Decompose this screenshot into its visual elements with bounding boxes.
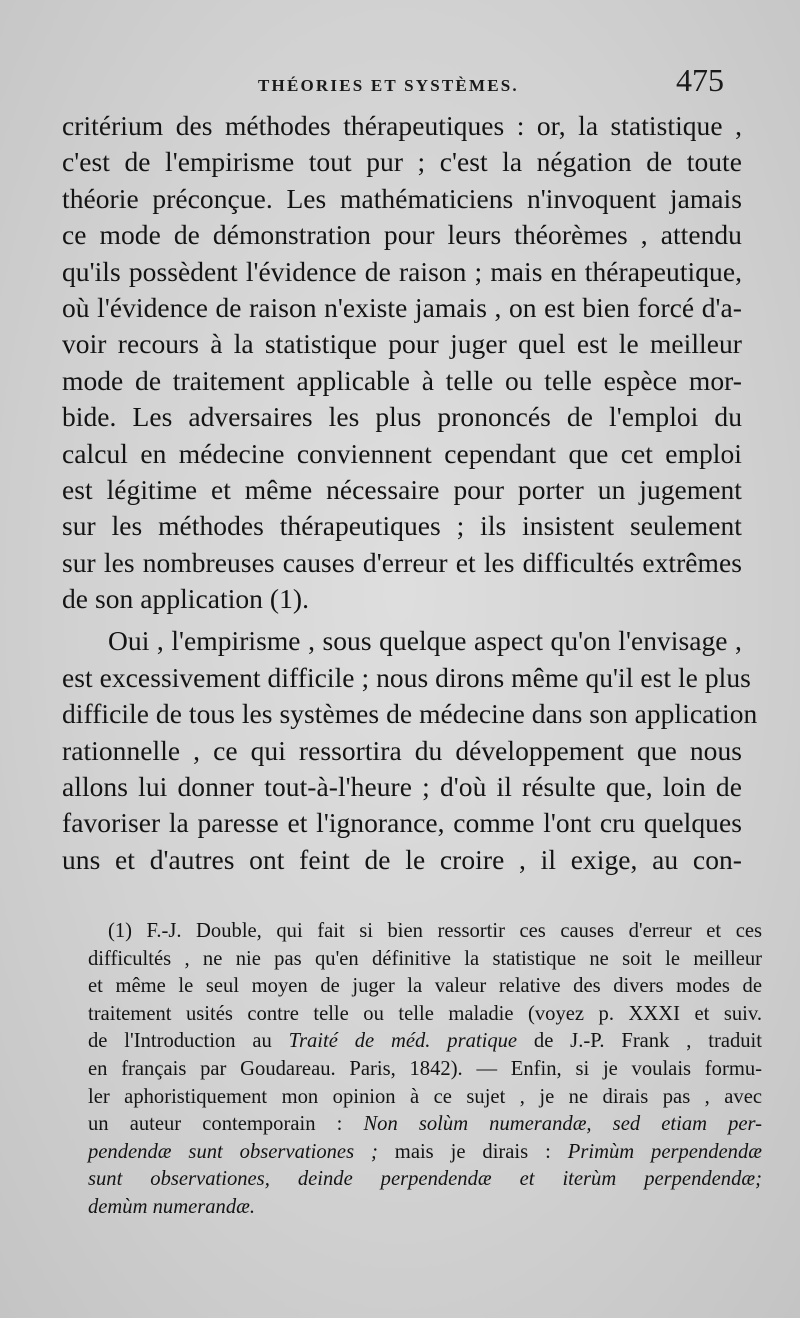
text-line: de son application (1). (62, 583, 310, 615)
text-line: c'est de l'empirisme tout pur ; c'est la négation de toute (62, 146, 742, 178)
footnote-line: en français par Goudareau. Paris, 1842). — Enfin, si je voulais formu- (88, 1057, 762, 1080)
running-title: THÉORIES ET SYSTÈMES. (258, 76, 519, 95)
footnote-text: mais je dirais : (377, 1140, 568, 1163)
footnote-line: (1) F.-J. Double, qui fait si bien ressortir ces causes d'erreur et ces (108, 920, 762, 942)
text-line: allons lui donner tout-à-l'heure ; d'où il résulte que, loin de (62, 771, 742, 803)
text-line: favoriser la paresse et l'ignorance, comme l'ont cru quelques (62, 807, 742, 839)
text-line: ce mode de démonstration pour leurs théorèmes , attendu (62, 219, 742, 251)
footnote-italic-quote: Primùm perpendendæ (567, 1140, 762, 1163)
text-line: Oui , l'empirisme , sous quelque aspect qu'on l'envisage , (108, 625, 742, 657)
footnote-line (88, 1194, 762, 1222)
text-line: rationnelle , ce qui ressortira du développement que nous (62, 734, 742, 766)
text-line: calcul en médecine conviennent cependant que cet emploi (62, 437, 742, 469)
footnote-line: difficultés , ne nie pas qu'en définitive la statistique ne soit le meilleur (88, 947, 762, 970)
footnote-line (88, 1139, 762, 1167)
text-line: où l'évidence de raison n'existe jamais , on est bien forcé d'a- (62, 291, 742, 323)
footnote-line: ler aphoristiquement mon opinion à ce sujet , je ne dirais pas , avec (88, 1085, 762, 1108)
page-number: 475 (676, 62, 724, 98)
footnote-italic-quote: demùm numerandæ. (88, 1195, 256, 1218)
page-header (0, 62, 800, 102)
footnote-text: de l'Introduction au (88, 1030, 289, 1053)
footnote (88, 918, 762, 1222)
footnote-line: et même le seul moyen de juger la valeur relative des divers modes de (88, 975, 762, 998)
footnote-text: un auteur contemporain : (88, 1113, 364, 1136)
text-line: bide. Les adversaires les plus prononcés de l'emploi du (62, 401, 742, 433)
main-text (62, 108, 758, 878)
text-line: est excessivement difficile ; nous dirons même qu'il est le plus (62, 661, 751, 693)
footnote-line (88, 1166, 762, 1194)
text-line: difficile de tous les systèmes de médecine dans son application (62, 698, 758, 730)
footnote-italic-quote: pendendæ sunt observationes ; (88, 1140, 378, 1163)
text-line: qu'ils possèdent l'évidence de raison ; mais en thérapeutique, (62, 255, 742, 287)
text-line: est légitime et même nécessaire pour porter un jugement (62, 473, 742, 505)
text-line: mode de traitement applicable à telle ou telle espèce mor- (62, 364, 742, 396)
footnote-italic-quote: Non solùm numerandæ, sed etiam per- (363, 1113, 762, 1136)
text-line: uns et d'autres ont feint de le croire , il exige, au con- (62, 843, 742, 875)
text-line: sur les méthodes thérapeutiques ; ils insistent seulement (62, 510, 742, 542)
footnote-italic-title: Traité de méd. pratique (288, 1030, 518, 1053)
footnote-line (88, 1111, 762, 1139)
footnote-text: de J.-P. Frank , traduit (517, 1030, 762, 1053)
text-line: théorie préconçue. Les mathématiciens n'invoquent jamais (62, 182, 742, 214)
footnote-line (88, 1028, 762, 1056)
footnote-line: traitement usités contre telle ou telle maladie (voyez p. XXXI et suiv. (88, 1002, 762, 1025)
text-line: sur les nombreuses causes d'erreur et les difficultés extrêmes (62, 546, 742, 578)
footnote-italic-quote: sunt observationes, deinde perpendendæ et iterùm perpendendæ; (88, 1168, 762, 1191)
text-line: voir recours à la statistique pour juger quel est le meilleur (62, 328, 742, 360)
text-line: critérium des méthodes thérapeutiques : or, la statistique , (62, 110, 742, 141)
